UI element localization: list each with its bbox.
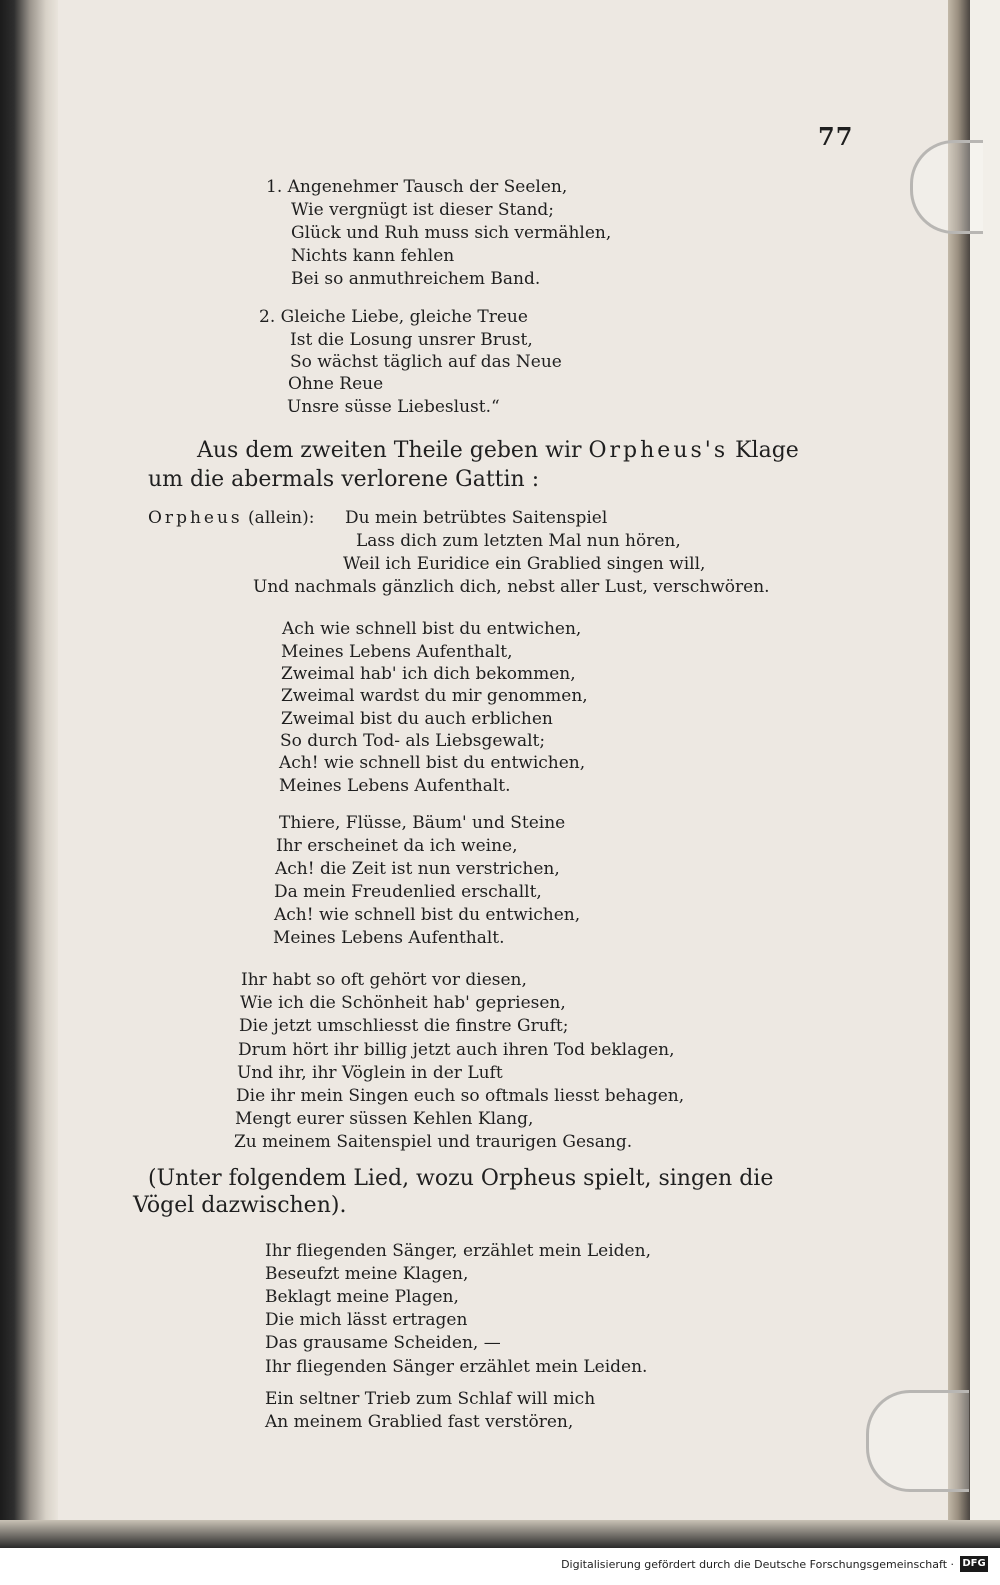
verse-line: Ohne Reue (288, 374, 384, 394)
verse-line: So durch Tod- als Liebsgewalt; (280, 731, 546, 751)
footer-credit: Digitalisierung gefördert durch die Deutsche Forschungsgemeinschaft · (561, 1558, 954, 1571)
verse-line: Das grausame Scheiden, — (265, 1333, 501, 1353)
verse-line: Ach wie schnell bist du entwichen, (282, 619, 582, 639)
verse-line: So wächst täglich auf das Neue (290, 352, 562, 372)
verse-line: Meines Lebens Aufenthalt, (281, 642, 513, 662)
prose-text: Klage (735, 438, 799, 463)
verse-line: 1. Angenehmer Tausch der Seelen, (266, 177, 568, 197)
verse-line: Ihr fliegenden Sänger, erzählet mein Leiden, (265, 1241, 651, 1261)
verse-line: Zweimal hab' ich dich bekommen, (281, 664, 576, 684)
verse-line: Ihr fliegenden Sänger erzählet mein Leiden. (265, 1357, 648, 1377)
verse-line: 2. Gleiche Liebe, gleiche Treue (259, 307, 528, 327)
book-spine-edge (0, 0, 58, 1548)
verse-line: Meines Lebens Aufenthalt. (273, 928, 505, 948)
verse-line: Meines Lebens Aufenthalt. (279, 776, 511, 796)
verse-line: Weil ich Euridice ein Grablied singen will, (343, 554, 706, 574)
verse-line: Nichts kann fehlen (291, 246, 455, 266)
stage-direction: (allein): (248, 508, 315, 528)
verse-line: Zweimal wardst du mir genommen, (281, 686, 588, 706)
verse-line: Mengt eurer süssen Kehlen Klang, (235, 1109, 534, 1129)
prose-line: (Unter folgendem Lied, wozu Orpheus spielt, singen die (148, 1166, 774, 1191)
verse-line: Wie ich die Schönheit hab' gepriesen, (240, 993, 566, 1013)
verse-line: Ach! die Zeit ist nun verstrichen, (275, 859, 560, 879)
digitization-footer (0, 1548, 1000, 1585)
verse-line: Ist die Losung unsrer Brust, (290, 330, 533, 350)
verse-line: Ihr habt so oft gehört vor diesen, (241, 970, 527, 990)
verse-line: Zu meinem Saitenspiel und traurigen Gesang. (234, 1132, 633, 1152)
verse-line: Ach! wie schnell bist du entwichen, (274, 905, 581, 925)
page-clip-top-icon (910, 140, 983, 234)
verse-line: Ach! wie schnell bist du entwichen, (279, 753, 586, 773)
book-bottom-edge (0, 1520, 1000, 1548)
prose-line: Vögel dazwischen). (133, 1193, 347, 1218)
verse-line: An meinem Grablied fast verstören, (265, 1412, 574, 1432)
speaker-name: Orpheus (148, 508, 243, 528)
verse-line: Drum hört ihr billig jetzt auch ihren Tod beklagen, (238, 1040, 675, 1060)
verse-line: Bei so anmuthreichem Band. (291, 269, 541, 289)
verse-line: Glück und Ruh muss sich vermählen, (291, 223, 612, 243)
verse-line: Zweimal bist du auch erblichen (281, 709, 553, 729)
dfg-logo: DFG (960, 1556, 988, 1572)
verse-line: Wie vergnügt ist dieser Stand; (291, 200, 555, 220)
verse-line: Und nachmals gänzlich dich, nebst aller Lust, verschwören. (253, 577, 770, 597)
prose-line (197, 437, 799, 465)
verse-line: Die ihr mein Singen euch so oftmals liesst behagen, (236, 1086, 685, 1106)
verse-line: Beseufzt meine Klagen, (265, 1264, 469, 1284)
prose-line: um die abermals verlorene Gattin : (148, 467, 540, 492)
verse-line: Lass dich zum letzten Mal nun hören, (356, 531, 681, 551)
page-number: 77 (818, 122, 854, 151)
verse-line: Unsre süsse Liebeslust.“ (287, 397, 500, 417)
verse-line: Thiere, Flüsse, Bäum' und Steine (279, 813, 566, 833)
verse-line: Und ihr, ihr Vöglein in der Luft (237, 1063, 503, 1083)
verse-line: Beklagt meine Plagen, (265, 1287, 459, 1307)
character-name: Orpheus's (588, 438, 729, 463)
verse-line: Da mein Freudenlied erschallt, (274, 882, 542, 902)
verse-line: Du mein betrübtes Saitenspiel (345, 508, 608, 528)
prose-text: Aus dem zweiten Theile geben wir (197, 438, 582, 463)
verse-line: Ihr erscheinet da ich weine, (276, 836, 518, 856)
verse-line: Ein seltner Trieb zum Schlaf will mich (265, 1389, 596, 1409)
speaker-label (148, 507, 315, 529)
page-clip-bottom-icon (866, 1390, 969, 1492)
verse-line: Die jetzt umschliesst die finstre Gruft; (239, 1016, 569, 1036)
verse-line: Die mich lässt ertragen (265, 1310, 468, 1330)
